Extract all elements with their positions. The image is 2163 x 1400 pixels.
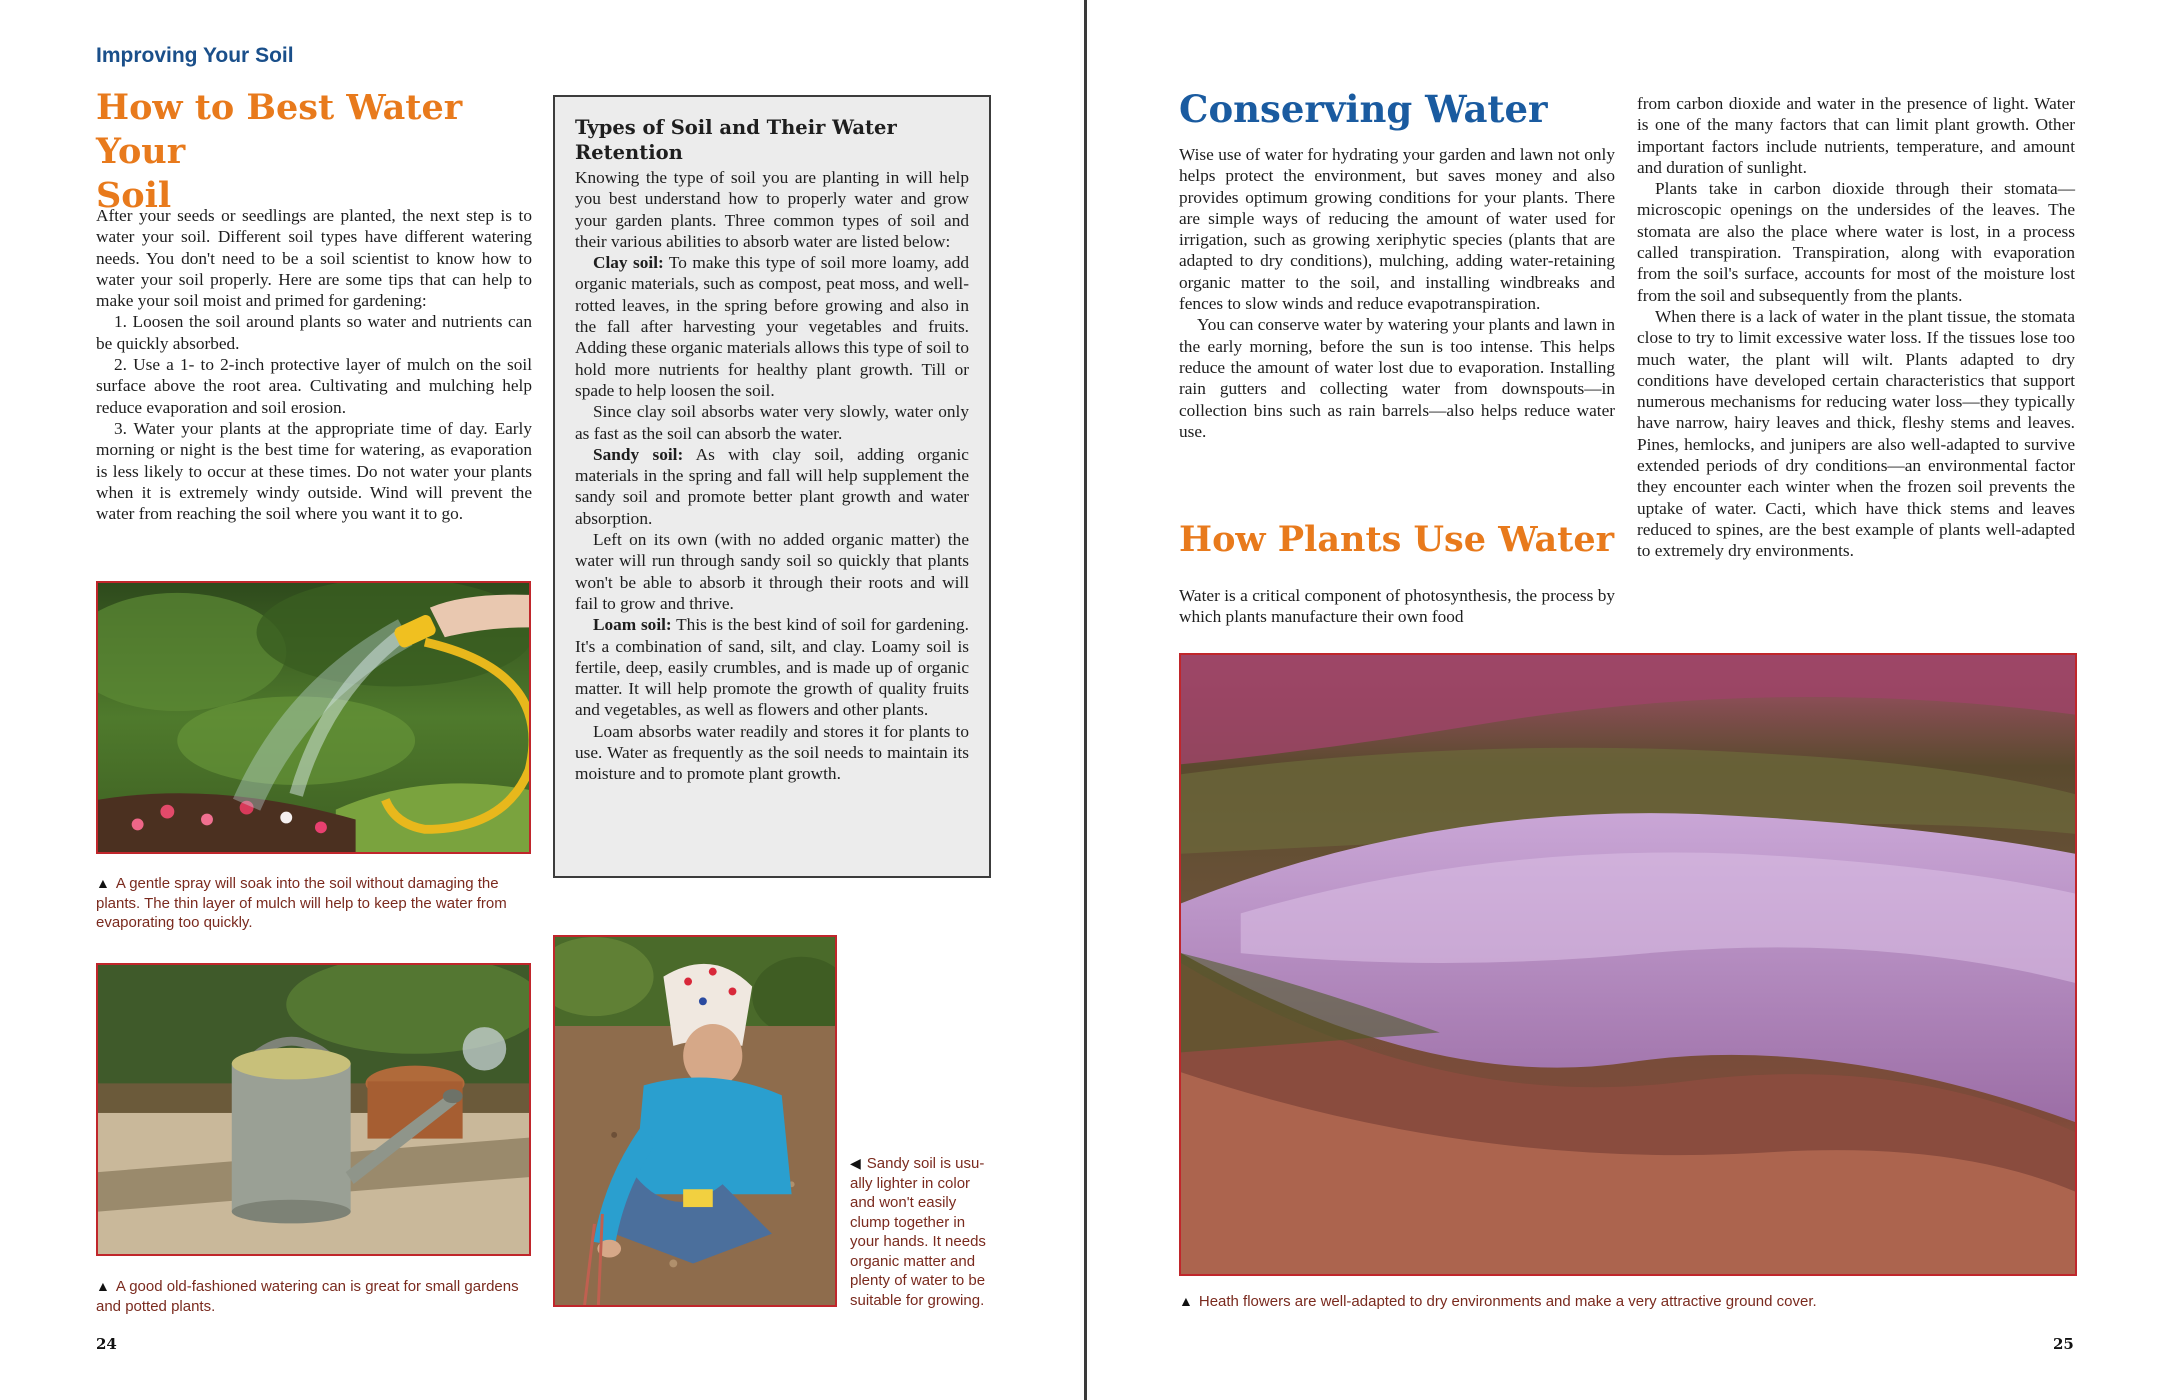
loam-soil-text: This is the best kind of soil for gardening. It's a combination of sand, silt, and clay. Loamy soil is fertile, deep, easily crumbles, and is made up of organic matter. It will help promote the growth of quality fruits and vegetables, as well as flowers and other plants. xyxy=(575,615,969,720)
caption-text: A gentle spray will soak into the soil without damaging the plants. The thin layer of mulch will help to keep the water from evaporating too quickly. xyxy=(96,875,507,931)
caption-line: plenty of water to be xyxy=(850,1272,986,1289)
paragraph: Wise use of water for hydrating your garden and lawn not only helps protect the environment, but saves money and also provides optimum growing conditions for your plants. There are simple ways of reducing the amount of water used for irrigation, such as growing xeriphytic species (plants that are adapted to dry conditions), mulching, adding water-retaining organic matter to the soil, and installing windbreaks and fences to slow winds and reduce evapotranspiration. xyxy=(1179,145,1615,314)
paragraph: Left on its own (with no added organic matter) the water will run through sandy soil so quickly that plants won't be able to absorb it through their roots and will fail to grow and thrive. xyxy=(575,530,969,613)
heath-flowers-photo xyxy=(1179,653,2077,1276)
watering-can-photo xyxy=(96,963,531,1256)
plants-body xyxy=(1179,585,1615,628)
watering-body xyxy=(96,205,532,524)
paragraph: You can conserve water by watering your plants and lawn in the early morning, before the sun is too intense. This helps reduce the amount of water lost due to evaporation. Installing rain gutters and collecting water from downspouts—in collection bins such as rain barrels—also helps reduce water use. xyxy=(1179,315,1615,441)
clay-soil-label: Clay soil: xyxy=(593,253,664,273)
sandy-soil-label: Sandy soil: xyxy=(593,444,684,464)
sandy-soil-text: As with clay soil, adding organic materials in the spring and fall will help supplement the sandy soil and promote better plant growth and water absorption. xyxy=(575,444,969,528)
paragraph: 1. Loosen the soil around plants so water and nutrients can be quickly absorbed. xyxy=(96,312,532,353)
heading-line: Soil xyxy=(96,174,172,216)
caption-text: Heath flowers are well-adapted to dry environments and make a very attractive ground cover. xyxy=(1198,1293,1817,1310)
watering-can-caption xyxy=(96,1277,532,1316)
loam-soil-label: Loam soil: xyxy=(593,615,672,635)
sidebar-title: Types of Soil and Their Water Retention xyxy=(575,116,897,164)
heath-photo-caption xyxy=(1179,1292,2077,1312)
paragraph: Plants take in carbon dioxide through their stomata—microscopic openings on the undersides of the leaves. The stomata are also the place where water is lost, in a process called transpiration. Transpiration, along with evaporation from the soil's surface, accounts for most of the moisture lost from the soil and subsequently from the plants. xyxy=(1637,179,2075,305)
caption-marker-icon: ▲ xyxy=(1179,1293,1193,1309)
paragraph: Water is a critical component of photosynthesis, the process by which plants manufacture their own food xyxy=(1179,586,1615,627)
section-heading-plants: How Plants Use Water xyxy=(1179,519,1615,560)
running-head: Improving Your Soil xyxy=(96,44,294,67)
paragraph: Since clay soil absorbs water very slowly, water only as fast as the soil can absorb the water. xyxy=(575,402,969,443)
caption-text: A good old-fashioned watering can is great for small gardens and potted plants. xyxy=(96,1278,519,1315)
paragraph xyxy=(575,444,969,529)
page-number: 24 xyxy=(96,1335,117,1353)
caption-line: and won't easily xyxy=(850,1194,957,1211)
heading-line: How to Best Water Your xyxy=(96,87,463,172)
caption-line: organic matter and xyxy=(850,1252,976,1270)
page-number: 25 xyxy=(2053,1335,2074,1353)
heath-flowers-image xyxy=(1181,655,2075,1274)
paragraph: After your seeds or seedlings are planted, the next step is to water your soil. Different soil types have different watering needs. You don't need to be a soil scientist to know how to water your soil properly. Here are some tips that can help to make your soil moist and primed for gardening: xyxy=(96,206,532,311)
conserving-body xyxy=(1179,144,1615,442)
caption-line: your hands. It needs xyxy=(850,1233,986,1250)
caption-line: Sandy soil is usu- xyxy=(866,1155,985,1172)
caption-marker-icon: ▲ xyxy=(96,1278,110,1294)
right-page xyxy=(1087,0,2163,1400)
caption-marker-icon: ▲ xyxy=(96,875,110,891)
sidebar-body xyxy=(575,167,969,785)
paragraph: from carbon dioxide and water in the presence of light. Water is one of the many factors that can limit plant growth. Other important factors include nutrients, temperature, and amount and duration of sunlight. xyxy=(1637,94,2075,177)
sandy-soil-caption xyxy=(850,1154,1000,1310)
paragraph: 3. Water your plants at the appropriate time of day. Early morning or night is the best time for watering, as evaporation is less likely to occur at these times. Do not water your plants when it is extremely windy outside. Wind will prevent the water from reaching the soil where you want it to go. xyxy=(96,418,532,524)
paragraph: Loam absorbs water readily and stores it for plants to use. Water as frequently as the soil needs to maintain its moisture and to promote plant growth. xyxy=(575,721,969,784)
paragraph: When there is a lack of water in the plant tissue, the stomata close to try to limit excessive water loss. If the tissues lose too much water, the plant will wilt. Plants adapted to dry conditions have developed certain characteristics that support numerous mechanisms for reducing water loss—they typically have narrow, hairy leaves and thick, fleshy stems and leaves. Pines, hemlocks, and junipers are also well-adapted to survive extended periods of dry conditions—an environmental factor they encounter each winter when the frozen soil prevents the uptake of water. Cacti, which have thick stems and leaves reduced to spines, are the best example of plants well-adapted to extremely dry environments. xyxy=(1637,306,2075,561)
caption-line: clump together in xyxy=(850,1213,966,1231)
paragraph: Knowing the type of soil you are planting in will help you best understand how to properly water and grow your garden plants. Three common types of soil and their various abilities to absorb water are listed below: xyxy=(575,168,969,251)
hose-watering-photo xyxy=(96,581,531,854)
clay-soil-text: To make this type of soil more loamy, add organic materials, such as compost, peat moss, and well-rotted leaves, in the spring before growing and also in the fall after harvesting your vegetables and fruits. Adding these organic materials allows this type of soil to hold more nutrients for healthy plant growth. Till or spade to help loosen the soil. xyxy=(575,253,970,400)
plants-body-column-2 xyxy=(1637,93,2075,562)
section-heading-conserving: Conserving Water xyxy=(1179,87,1548,131)
caption-marker-icon: ◀ xyxy=(850,1155,861,1171)
section-heading-watering xyxy=(96,86,536,217)
paragraph xyxy=(575,252,969,401)
soil-types-sidebar xyxy=(553,95,991,878)
watering-can-image xyxy=(98,965,529,1254)
paragraph xyxy=(575,614,969,720)
caption-line: suitable for growing. xyxy=(850,1291,985,1309)
caption-line: ally lighter in color xyxy=(850,1174,971,1192)
sandy-soil-image xyxy=(555,937,835,1305)
hose-photo-caption xyxy=(96,874,532,933)
hose-watering-image xyxy=(98,583,529,852)
paragraph: 2. Use a 1- to 2-inch protective layer of mulch on the soil surface above the root area. Cultivating and mulching help reduce evaporation and soil erosion. xyxy=(96,355,532,417)
sandy-soil-photo xyxy=(553,935,837,1307)
